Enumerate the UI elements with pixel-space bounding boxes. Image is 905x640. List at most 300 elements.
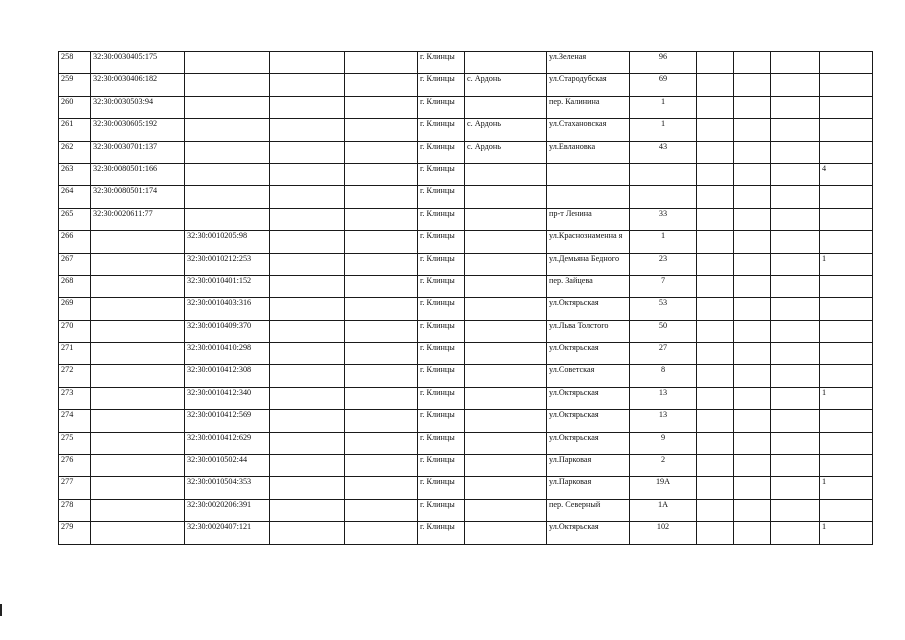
cadastral-number-b-cell (185, 74, 270, 96)
city-cell: г. Клинцы (418, 119, 465, 141)
empty-col-12-cell (771, 141, 820, 163)
house-number-cell: 1 (630, 119, 697, 141)
city-cell: г. Клинцы (418, 52, 465, 74)
count-cell: 1 (820, 477, 873, 499)
row-number-cell: 278 (59, 499, 91, 521)
row-number-cell: 258 (59, 52, 91, 74)
table-row (59, 432, 873, 454)
village-cell (465, 253, 547, 275)
cadastral-number-a-cell (91, 387, 185, 409)
empty-col-10-cell (697, 298, 734, 320)
city-cell: г. Клинцы (418, 253, 465, 275)
table-row (59, 186, 873, 208)
city-cell: г. Клинцы (418, 163, 465, 185)
cadastral-number-b-cell (185, 96, 270, 118)
street-cell: ул.Краснознаменна я (547, 231, 630, 253)
empty-col-5-cell (345, 253, 418, 275)
house-number-cell: 9 (630, 432, 697, 454)
empty-col-12-cell (771, 499, 820, 521)
street-cell (547, 163, 630, 185)
cadastral-number-a-cell (91, 410, 185, 432)
empty-col-11-cell (734, 163, 771, 185)
row-number-cell: 279 (59, 522, 91, 544)
cadastral-number-b-cell: 32:30:0010409:370 (185, 320, 270, 342)
page-edge-mark (0, 604, 2, 616)
empty-col-4-cell (270, 477, 345, 499)
empty-col-10-cell (697, 320, 734, 342)
cadastral-number-b-cell: 32:30:0010412:308 (185, 365, 270, 387)
village-cell (465, 387, 547, 409)
empty-col-4-cell (270, 387, 345, 409)
cadastral-number-b-cell: 32:30:0010403:316 (185, 298, 270, 320)
table-row (59, 410, 873, 432)
village-cell (465, 298, 547, 320)
empty-col-11-cell (734, 477, 771, 499)
register-table-body (59, 52, 873, 545)
cadastral-number-b-cell (185, 141, 270, 163)
city-cell: г. Клинцы (418, 74, 465, 96)
cadastral-number-a-cell: 32:30:0030406:182 (91, 74, 185, 96)
house-number-cell: 33 (630, 208, 697, 230)
city-cell: г. Клинцы (418, 455, 465, 477)
empty-col-4-cell (270, 410, 345, 432)
cadastral-number-b-cell: 32:30:0010401:152 (185, 275, 270, 297)
house-number-cell: 23 (630, 253, 697, 275)
cadastral-number-a-cell (91, 298, 185, 320)
cadastral-number-b-cell (185, 119, 270, 141)
city-cell: г. Клинцы (418, 320, 465, 342)
house-number-cell: 27 (630, 343, 697, 365)
empty-col-11-cell (734, 275, 771, 297)
cadastral-number-a-cell (91, 253, 185, 275)
empty-col-4-cell (270, 499, 345, 521)
city-cell: г. Клинцы (418, 186, 465, 208)
street-cell: ул.Октярьская (547, 387, 630, 409)
village-cell: с. Ардонь (465, 141, 547, 163)
empty-col-12-cell (771, 231, 820, 253)
empty-col-12-cell (771, 298, 820, 320)
empty-col-5-cell (345, 119, 418, 141)
empty-col-12-cell (771, 119, 820, 141)
empty-col-10-cell (697, 499, 734, 521)
village-cell (465, 432, 547, 454)
empty-col-5-cell (345, 343, 418, 365)
count-cell (820, 74, 873, 96)
empty-col-12-cell (771, 275, 820, 297)
cadastral-number-a-cell: 32:30:0030701:137 (91, 141, 185, 163)
cadastral-number-b-cell: 32:30:0010410:298 (185, 343, 270, 365)
street-cell: ул.Советская (547, 365, 630, 387)
empty-col-4-cell (270, 119, 345, 141)
city-cell: г. Клинцы (418, 96, 465, 118)
village-cell (465, 96, 547, 118)
empty-col-12-cell (771, 96, 820, 118)
village-cell (465, 52, 547, 74)
empty-col-4-cell (270, 275, 345, 297)
empty-col-5-cell (345, 410, 418, 432)
cadastral-number-b-cell: 32:30:0010412:629 (185, 432, 270, 454)
count-cell (820, 343, 873, 365)
empty-col-5-cell (345, 499, 418, 521)
cadastral-number-a-cell (91, 455, 185, 477)
cadastral-number-b-cell (185, 163, 270, 185)
village-cell (465, 455, 547, 477)
empty-col-11-cell (734, 365, 771, 387)
house-number-cell: 96 (630, 52, 697, 74)
city-cell: г. Клинцы (418, 387, 465, 409)
empty-col-5-cell (345, 522, 418, 544)
empty-col-10-cell (697, 410, 734, 432)
cadastral-number-b-cell (185, 208, 270, 230)
cadastral-number-a-cell: 32:30:0080501:174 (91, 186, 185, 208)
empty-col-5-cell (345, 365, 418, 387)
row-number-cell: 266 (59, 231, 91, 253)
empty-col-10-cell (697, 141, 734, 163)
empty-col-11-cell (734, 74, 771, 96)
empty-col-5-cell (345, 320, 418, 342)
village-cell: с. Ардонь (465, 119, 547, 141)
cadastral-number-b-cell: 32:30:0010502:44 (185, 455, 270, 477)
row-number-cell: 274 (59, 410, 91, 432)
empty-col-4-cell (270, 298, 345, 320)
empty-col-11-cell (734, 96, 771, 118)
table-row (59, 365, 873, 387)
empty-col-11-cell (734, 522, 771, 544)
street-cell: ул.Парковая (547, 455, 630, 477)
empty-col-10-cell (697, 387, 734, 409)
empty-col-5-cell (345, 387, 418, 409)
document-sheet (58, 51, 873, 545)
row-number-cell: 265 (59, 208, 91, 230)
street-cell: ул.Стахановская (547, 119, 630, 141)
empty-col-5-cell (345, 208, 418, 230)
street-cell (547, 186, 630, 208)
empty-col-12-cell (771, 477, 820, 499)
city-cell: г. Клинцы (418, 477, 465, 499)
village-cell (465, 522, 547, 544)
empty-col-10-cell (697, 455, 734, 477)
count-cell (820, 432, 873, 454)
empty-col-5-cell (345, 163, 418, 185)
empty-col-12-cell (771, 320, 820, 342)
city-cell: г. Клинцы (418, 343, 465, 365)
empty-col-10-cell (697, 208, 734, 230)
table-row (59, 320, 873, 342)
count-cell (820, 141, 873, 163)
count-cell (820, 96, 873, 118)
street-cell: ул.Стародубская (547, 74, 630, 96)
village-cell (465, 365, 547, 387)
table-row (59, 96, 873, 118)
empty-col-11-cell (734, 253, 771, 275)
cadastral-number-a-cell: 32:30:0020611:77 (91, 208, 185, 230)
table-row (59, 275, 873, 297)
cadastral-number-b-cell: 32:30:0010412:569 (185, 410, 270, 432)
house-number-cell: 43 (630, 141, 697, 163)
house-number-cell (630, 186, 697, 208)
empty-col-4-cell (270, 522, 345, 544)
house-number-cell: 13 (630, 387, 697, 409)
count-cell (820, 231, 873, 253)
count-cell (820, 298, 873, 320)
village-cell (465, 410, 547, 432)
street-cell: ул.Октярьская (547, 432, 630, 454)
count-cell (820, 186, 873, 208)
village-cell (465, 231, 547, 253)
cadastral-number-a-cell: 32:30:0030605:192 (91, 119, 185, 141)
empty-col-12-cell (771, 186, 820, 208)
empty-col-10-cell (697, 186, 734, 208)
empty-col-11-cell (734, 231, 771, 253)
row-number-cell: 270 (59, 320, 91, 342)
table-row (59, 119, 873, 141)
count-cell: 4 (820, 163, 873, 185)
empty-col-5-cell (345, 74, 418, 96)
table-row (59, 208, 873, 230)
cadastral-number-b-cell: 32:30:0010412:340 (185, 387, 270, 409)
empty-col-12-cell (771, 432, 820, 454)
cadastral-number-a-cell (91, 343, 185, 365)
row-number-cell: 277 (59, 477, 91, 499)
empty-col-11-cell (734, 141, 771, 163)
empty-col-10-cell (697, 343, 734, 365)
count-cell (820, 499, 873, 521)
row-number-cell: 269 (59, 298, 91, 320)
cadastral-number-b-cell: 32:30:0010212:253 (185, 253, 270, 275)
street-cell: ул.Октярьская (547, 343, 630, 365)
house-number-cell: 53 (630, 298, 697, 320)
empty-col-4-cell (270, 52, 345, 74)
empty-col-10-cell (697, 231, 734, 253)
count-cell (820, 320, 873, 342)
street-cell: пер. Зайцева (547, 275, 630, 297)
street-cell: ул.Зеленая (547, 52, 630, 74)
empty-col-10-cell (697, 96, 734, 118)
empty-col-4-cell (270, 96, 345, 118)
empty-col-11-cell (734, 499, 771, 521)
city-cell: г. Клинцы (418, 275, 465, 297)
cadastral-number-a-cell: 32:30:0080501:166 (91, 163, 185, 185)
table-row (59, 52, 873, 74)
city-cell: г. Клинцы (418, 141, 465, 163)
empty-col-10-cell (697, 275, 734, 297)
count-cell (820, 455, 873, 477)
table-row (59, 231, 873, 253)
street-cell: пер. Северный (547, 499, 630, 521)
city-cell: г. Клинцы (418, 208, 465, 230)
count-cell (820, 275, 873, 297)
row-number-cell: 261 (59, 119, 91, 141)
street-cell: ул.Парковая (547, 477, 630, 499)
row-number-cell: 262 (59, 141, 91, 163)
empty-col-12-cell (771, 387, 820, 409)
cadastral-number-b-cell: 32:30:0020206:391 (185, 499, 270, 521)
table-row (59, 343, 873, 365)
empty-col-11-cell (734, 410, 771, 432)
empty-col-4-cell (270, 74, 345, 96)
village-cell (465, 320, 547, 342)
cadastral-number-b-cell: 32:30:0020407:121 (185, 522, 270, 544)
row-number-cell: 273 (59, 387, 91, 409)
empty-col-5-cell (345, 96, 418, 118)
empty-col-11-cell (734, 432, 771, 454)
cadastral-number-a-cell (91, 320, 185, 342)
cadastral-number-a-cell (91, 432, 185, 454)
empty-col-4-cell (270, 320, 345, 342)
row-number-cell: 275 (59, 432, 91, 454)
city-cell: г. Клинцы (418, 365, 465, 387)
village-cell (465, 186, 547, 208)
empty-col-10-cell (697, 74, 734, 96)
cadastral-number-a-cell (91, 499, 185, 521)
street-cell: пр-т Ленина (547, 208, 630, 230)
village-cell (465, 499, 547, 521)
empty-col-11-cell (734, 119, 771, 141)
row-number-cell: 268 (59, 275, 91, 297)
city-cell: г. Клинцы (418, 410, 465, 432)
table-row (59, 163, 873, 185)
cadastral-number-a-cell (91, 365, 185, 387)
empty-col-11-cell (734, 343, 771, 365)
empty-col-10-cell (697, 52, 734, 74)
house-number-cell: 69 (630, 74, 697, 96)
empty-col-12-cell (771, 52, 820, 74)
row-number-cell: 272 (59, 365, 91, 387)
empty-col-4-cell (270, 253, 345, 275)
cadastral-number-b-cell (185, 186, 270, 208)
empty-col-5-cell (345, 275, 418, 297)
empty-col-5-cell (345, 298, 418, 320)
street-cell: ул.Демьяна Бедного (547, 253, 630, 275)
empty-col-12-cell (771, 410, 820, 432)
table-row (59, 253, 873, 275)
cadastral-number-a-cell (91, 231, 185, 253)
count-cell (820, 365, 873, 387)
empty-col-12-cell (771, 522, 820, 544)
cadastral-number-b-cell: 32:30:0010504:353 (185, 477, 270, 499)
count-cell: 1 (820, 253, 873, 275)
street-cell: ул.Льва Толстого (547, 320, 630, 342)
empty-col-10-cell (697, 119, 734, 141)
house-number-cell (630, 163, 697, 185)
empty-col-10-cell (697, 253, 734, 275)
city-cell: г. Клинцы (418, 522, 465, 544)
count-cell (820, 52, 873, 74)
table-row (59, 387, 873, 409)
house-number-cell: 7 (630, 275, 697, 297)
count-cell (820, 410, 873, 432)
empty-col-5-cell (345, 141, 418, 163)
empty-col-4-cell (270, 186, 345, 208)
house-number-cell: 2 (630, 455, 697, 477)
row-number-cell: 271 (59, 343, 91, 365)
empty-col-10-cell (697, 477, 734, 499)
empty-col-4-cell (270, 163, 345, 185)
empty-col-5-cell (345, 432, 418, 454)
row-number-cell: 276 (59, 455, 91, 477)
count-cell: 1 (820, 522, 873, 544)
table-row (59, 74, 873, 96)
street-cell: ул.Октярьская (547, 298, 630, 320)
empty-col-5-cell (345, 186, 418, 208)
street-cell: ул.Октярьская (547, 522, 630, 544)
city-cell: г. Клинцы (418, 432, 465, 454)
row-number-cell: 259 (59, 74, 91, 96)
house-number-cell: 1А (630, 499, 697, 521)
land-parcel-register-table (58, 51, 873, 545)
city-cell: г. Клинцы (418, 231, 465, 253)
table-row (59, 141, 873, 163)
empty-col-4-cell (270, 455, 345, 477)
cadastral-number-a-cell: 32:30:0030503:94 (91, 96, 185, 118)
empty-col-5-cell (345, 52, 418, 74)
empty-col-5-cell (345, 455, 418, 477)
cadastral-number-a-cell (91, 477, 185, 499)
street-cell: ул.Октярьская (547, 410, 630, 432)
row-number-cell: 263 (59, 163, 91, 185)
table-row (59, 499, 873, 521)
count-cell: 1 (820, 387, 873, 409)
empty-col-12-cell (771, 365, 820, 387)
city-cell: г. Клинцы (418, 499, 465, 521)
count-cell (820, 208, 873, 230)
empty-col-12-cell (771, 208, 820, 230)
empty-col-5-cell (345, 477, 418, 499)
empty-col-4-cell (270, 343, 345, 365)
empty-col-5-cell (345, 231, 418, 253)
empty-col-10-cell (697, 163, 734, 185)
empty-col-11-cell (734, 208, 771, 230)
empty-col-12-cell (771, 253, 820, 275)
street-cell: пер. Калинина (547, 96, 630, 118)
empty-col-4-cell (270, 141, 345, 163)
house-number-cell: 1 (630, 96, 697, 118)
empty-col-12-cell (771, 343, 820, 365)
table-row (59, 298, 873, 320)
empty-col-11-cell (734, 52, 771, 74)
city-cell: г. Клинцы (418, 298, 465, 320)
empty-col-4-cell (270, 365, 345, 387)
empty-col-10-cell (697, 365, 734, 387)
house-number-cell: 8 (630, 365, 697, 387)
street-cell: ул.Евлановка (547, 141, 630, 163)
empty-col-4-cell (270, 208, 345, 230)
cadastral-number-a-cell (91, 275, 185, 297)
village-cell (465, 275, 547, 297)
house-number-cell: 19А (630, 477, 697, 499)
empty-col-4-cell (270, 432, 345, 454)
table-row (59, 477, 873, 499)
row-number-cell: 260 (59, 96, 91, 118)
empty-col-10-cell (697, 522, 734, 544)
table-row (59, 455, 873, 477)
empty-col-4-cell (270, 231, 345, 253)
empty-col-11-cell (734, 387, 771, 409)
cadastral-number-b-cell: 32:30:0010205:98 (185, 231, 270, 253)
empty-col-10-cell (697, 432, 734, 454)
empty-col-11-cell (734, 455, 771, 477)
row-number-cell: 264 (59, 186, 91, 208)
village-cell (465, 477, 547, 499)
cadastral-number-a-cell (91, 522, 185, 544)
house-number-cell: 102 (630, 522, 697, 544)
cadastral-number-b-cell (185, 52, 270, 74)
empty-col-12-cell (771, 163, 820, 185)
village-cell (465, 343, 547, 365)
empty-col-11-cell (734, 320, 771, 342)
empty-col-12-cell (771, 455, 820, 477)
row-number-cell: 267 (59, 253, 91, 275)
